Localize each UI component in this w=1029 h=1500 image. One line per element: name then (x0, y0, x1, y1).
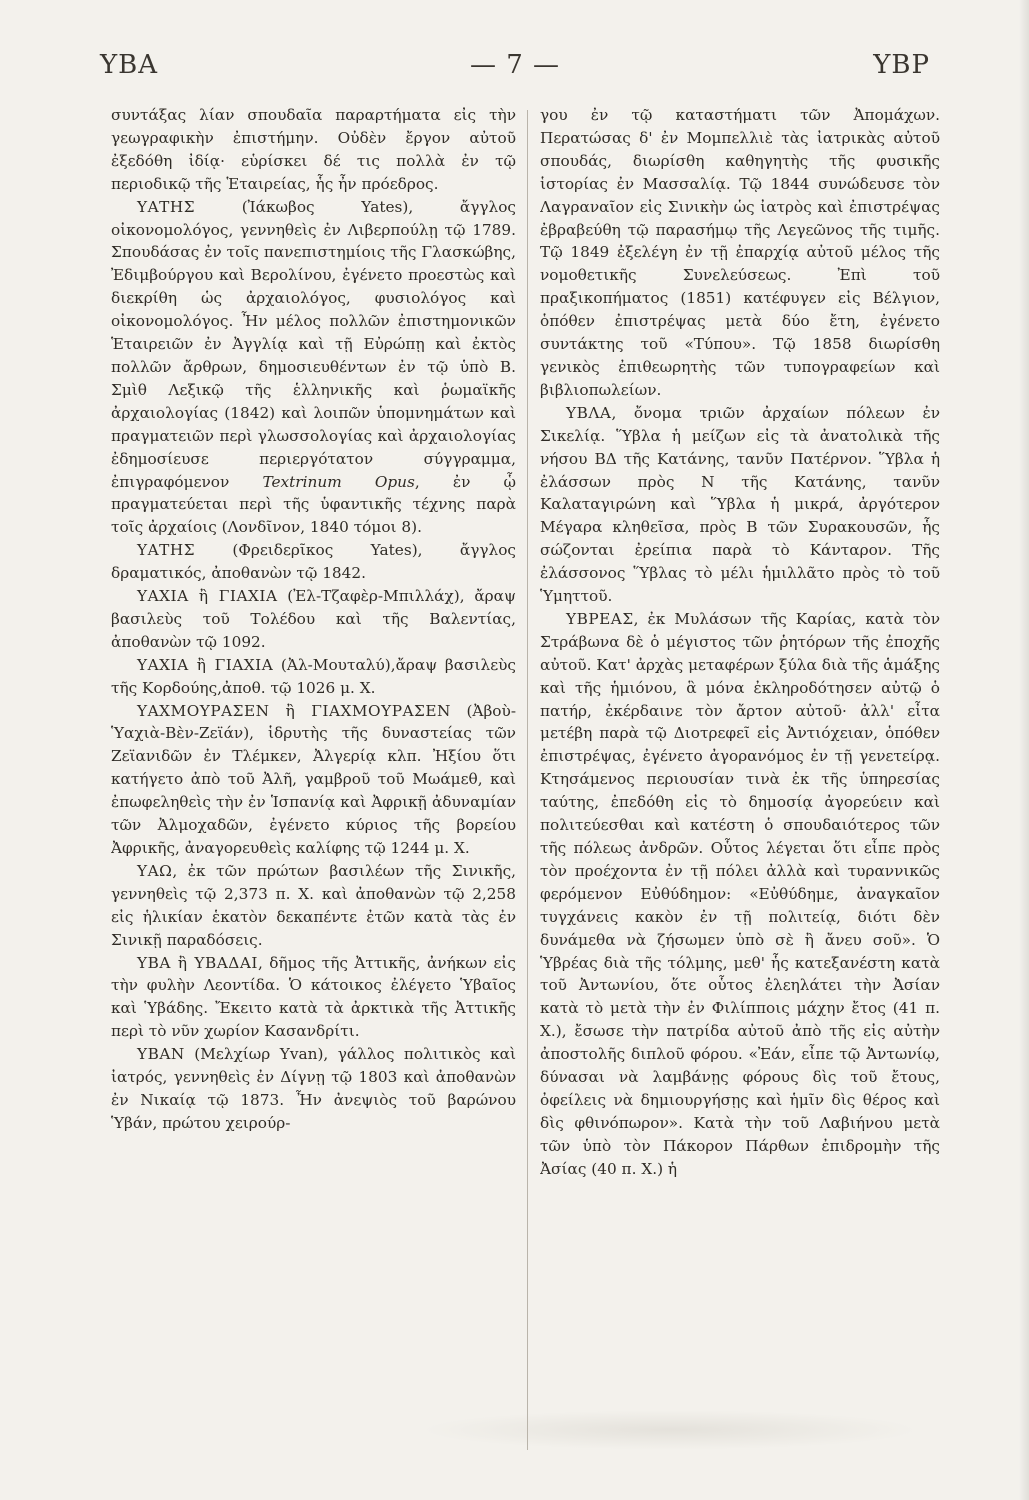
column-divider (527, 110, 528, 1450)
page-number: — 7 — (469, 50, 561, 80)
entry-headword: ΥΑΧΙΑ ἢ ΓΙΑΧΙΑ (137, 655, 274, 674)
entry-text: , ἐκ Μυλάσων τῆς Καρίας, κατὰ τὸν Στράβωνα δὲ ὁ μέγιστος τῶν ῥητόρων τῆς ἐποχῆς αὐτοῦ. Κατ' ἀρχὰς μεταφέρων ξύλα διὰ τῆς ἁμάξης καὶ τῆς ἡμιόνου, ἃ μόνα ἐκληροδότησεν αὐτῷ ὁ πατήρ, ἐκέρδαινε τὸν ἄρτον αὐτοῦ· ἀλλ' εἶτα μετέβη παρὰ τῷ Διοτρεφεῖ εἰς Ἀντιόχειαν, ὁπόθεν ἐπιστρέψας, ἐγένετο ἀγορανόμος ἐν τῇ γενετείρᾳ. Κτησάμενος περιουσίαν τινὰ ἐκ τῆς ὑπηρεσίας ταύτης, ἐπεδόθη εἰς τὸ δημοσίᾳ ἀγορεύειν καὶ πολιτεύεσθαι καὶ κατέστη ὁ σπουδαιότερος τῶν τῆς πόλεως ἀνδρῶν. Οὗτος λέγεται ὅτι εἶπε πρὸς τὸν προέχοντα ἐν τῇ πόλει ἀλλὰ καὶ τυραννικῶς φερόμενον Εὐθύδημον: «Εὐθύδημε, ἀναγκαῖον τυγχάνεις κακὸν ἐν τῇ πολιτείᾳ, διότι δὲν δυνάμεθα νὰ ζήσωμεν ὑπὸ σὲ ἢ ἄνευ σοῦ». Ὁ Ὑβρέας διὰ τῆς τόλμης, μεθ' ἧς κατεξανέστη κατὰ τοῦ Ἀντωνίου, ὅτε οὗτος ἐλεηλάτει τὴν Ἀσίαν κατὰ τὸ μετὰ τὴν ἐν Φιλίπποις μάχην ἔτος (41 π. Χ.), ἔσωσε τὴν πατρίδα αὐτοῦ ἀπὸ τῆς εἰς αὐτὴν ἀποστολῆς διπλοῦ φόρου. «Ἐάν, εἶπε τῷ Ἀντωνίῳ, δύνασαι νὰ λαμβάνῃς φόρους δὶς τοῦ ἔτους, ὀφείλεις νὰ δημιουργήσῃς καὶ ἡμῖν δὶς θέρος καὶ δὶς φθινόπωρον». Κατὰ τὴν τοῦ Λαβιήνου μετὰ τῶν ὑπὸ τὸν Πάκορον Πάρθων ἐπιδρομὴν τῆς Ἀσίας (40 π. Χ.) ἡ (540, 609, 940, 1178)
entry-headword: ΥΒΛΑ (566, 403, 612, 422)
header-left-guideword: ΥΒΑ (100, 50, 159, 80)
entry-text: συντάξας λίαν σπουδαῖα παραρτήματα εἰς τὴν γεωγραφικὴν ἐπιστήμην. Οὐδὲν ἔργον αὐτοῦ ἐξεδόθη ἰδίᾳ· εὑρίσκει δέ τις πολλὰ ἐν τῷ περιοδικῷ τῆς Ἑταιρείας, ἧς ἦν πρόεδρος. (111, 106, 516, 193)
entry-text: (Φρειδερῖκος Yates), ἄγγλος δραματικός, ἀποθανὼν τῷ 1842. (111, 541, 516, 583)
entry-text: (Ἰάκωβος Yates), ἄγγλος οἰκονομολόγος, γεννηθεὶς ἐν Λιβερπούλῃ τῷ 1789. Σπουδάσας ἐν τοῖς πανεπιστημίοις τῆς Γλασκώβης, Ἐδιμβούργου καὶ Βερολίνου, ἐγένετο προεστὼς καὶ διεκρίθη ὡς ἀρχαιολόγος, φυσιολόγος καὶ οἰκονομολόγος. Ἦν μέλος πολλῶν ἐπιστημονικῶν Ἑταιρειῶν ἐν Ἀγγλίᾳ καὶ τῇ Εὐρώπῃ καὶ ἐκτὸς πολλῶν ἄρθρων, δημοσιευθέντων ἐν τῷ ὑπὸ Β. Σμὶθ Λεξικῷ τῆς ἑλληνικῆς καὶ ῥωμαϊκῆς ἀρχαιολογίας (1842) καὶ λοιπῶν ὑπομνημάτων καὶ πραγματειῶν περὶ γλωσσολογίας καὶ ἀρχαιολογίας ἐδημοσίευσε περιεργότατον σύγγραμμα, ἐπιγραφόμενον (111, 197, 516, 491)
entry-headword: ΥΒΑΝ (137, 1045, 185, 1064)
entry-headword: ΥΒΑ ἢ ΥΒΑΔΑΙ (137, 953, 258, 972)
entry-headword: ΥΒΡΕΑΣ (566, 609, 634, 628)
dictionary-entry (111, 654, 516, 700)
entry-text: , ἐκ τῶν πρώτων βασιλέων τῆς Σινικῆς, γεννηθεὶς τῷ 2,373 π. Χ. καὶ ἀποθανὼν τῷ 2,258 εἰς ἡλικίαν ἑκατὸν δεκαπέντε ἐτῶν κατὰ τὰς ἐν Σινικῇ παραδόσεις. (111, 861, 516, 949)
dictionary-entry (540, 402, 940, 608)
entry-text: (Μελχίωρ Yvan), γάλλος πολιτικὸς καὶ ἰατρός, γεννηθεὶς ἐν Δίγνῃ τῷ 1803 καὶ ἀποθανὼν ἐν Νικαίᾳ τῷ 1873. Ἦν ἀνεψιὸς τοῦ βαρώνου Ὑβάν, πρώτου χειρούρ- (111, 1045, 516, 1132)
entry-headword: ΥΑΤΗΣ (137, 197, 196, 216)
entry-text: γου ἐν τῷ καταστήματι τῶν Ἀπομάχων. Περατώσας δ' ἐν Μομπελλιὲ τὰς ἰατρικὰς αὐτοῦ σπουδάς, διωρίσθη καθηγητὴς τῆς φυσικῆς ἱστορίας ἐν Μασσαλίᾳ. Τῷ 1844 συνώδευσε τὸν Λαγραναῖον εἰς Σινικὴν ὡς ἰατρὸς καὶ ἐπιστρέψας ἐβραβεύθη τῷ παρασήμῳ τῆς Λεγεῶνος τῆς τιμῆς. Τῷ 1849 ἐξελέγη ἐν τῇ ἐπαρχίᾳ αὐτοῦ μέλος τῆς νομοθετικῆς Συνελεύσεως. Ἐπὶ τοῦ πραξικοπήματος (1851) κατέφυγεν εἰς Βέλγιον, ὁπόθεν ἐπιστρέψας μετὰ δύο ἔτη, ἐγένετο συντάκτης τοῦ «Τύπου». Τῷ 1858 διωρίσθη γενικὸς ἐπιθεωρητὴς τῶν τυπογραφείων καὶ βιβλιοπωλείων. (540, 106, 940, 399)
entry-text: (Ἐλ-Τζαφὲρ-Μπιλλάχ), ἄραψ βασιλεὺς τοῦ Τολέδου καὶ τῆς Βαλεντίας, ἀποθανὼν τῷ 1092. (111, 587, 516, 651)
entry-headword: ΥΑΧΜΟΥΡΑΣΕΝ ἢ ΓΙΑΧΜΟΥΡΑΣΕΝ (137, 701, 451, 720)
dictionary-entry (111, 700, 516, 860)
entry-text: (Ἀλ-Μουταλύ),ἄραψ βασιλεὺς τῆς Κορδούης,ἀποθ. τῷ 1026 μ. Χ. (111, 655, 516, 697)
dictionary-entry (111, 952, 516, 1044)
entry-text-tail: , ἐν ᾧ πραγματεύεται περὶ τῆς ὑφαντικῆς τέχνης παρὰ τοῖς ἀρχαίοις (Λονδῖνον, 1840 τόμοι 8). (111, 472, 516, 537)
entry-text: , δῆμος τῆς Ἀττικῆς, ἀνήκων εἰς τὴν φυλὴν Λεοντίδα. Ὁ κάτοικος ἐλέγετο Ὑβαῖος καὶ Ὑβάδης. Ἔκειτο κατὰ τὰ ἀρκτικὰ τῆς Ἀττικῆς περὶ τὸ νῦν χωρίον Κασανδρίτι. (111, 953, 516, 1041)
continued-paragraph (540, 104, 940, 402)
dictionary-entry (111, 196, 516, 540)
italic-title: Textrinum Opus (262, 472, 415, 491)
right-column (540, 104, 940, 1474)
entry-headword: ΥΑΩ (137, 861, 173, 880)
entry-headword: ΥΑΤΗΣ (137, 541, 196, 560)
dictionary-entry (540, 608, 940, 1181)
header-right-guideword: ΥΒΡ (873, 50, 930, 80)
dictionary-entry (111, 860, 516, 952)
dictionary-entry (111, 585, 516, 654)
continued-paragraph (111, 104, 516, 196)
entry-text: (Ἀβοὺ-Ὑαχιὰ-Βὲν-Ζεϊάν), ἱδρυτὴς τῆς δυναστείας τῶν Ζεϊανιδῶν ἐν Τλέμκεν, Ἀλγερίᾳ κλπ. Ἠξίου ὅτι κατήγετο ἀπὸ τοῦ Ἀλῆ, γαμβροῦ τοῦ Μωάμεθ, καὶ ἐπωφεληθεὶς τὴν ἐν Ἱσπανίᾳ καὶ Ἀφρικῇ ἀδυναμίαν τῶν Ἀλμοχαδῶν, ἐγένετο κύριος τῆς βορείου Ἀφρικῆς, ἀναγορευθεὶς καλίφης τῷ 1244 μ. Χ. (111, 701, 516, 857)
entry-text: , ὄνομα τριῶν ἀρχαίων πόλεων ἐν Σικελίᾳ. Ὕβλα ἡ μείζων εἰς τὰ ἀνατολικὰ τῆς νήσου ΒΔ τῆς Κατάνης, τανῦν Πατέρνον. Ὕβλα ἡ ἐλάσσων πρὸς Ν τῆς Κατάνης, τανῦν Καλαταγιρώνη καὶ Ὕβλα ἡ μικρά, ἀργότερον Μέγαρα κληθεῖσα, πρὸς Β τῶν Συρακουσῶν, ἧς σώζονται ἐρείπια παρὰ τὸ Κάνταρον. Τῆς ἐλάσσονος Ὕβλας τὸ μέλι ἡμιλλᾶτο πρὸς τὸ τοῦ Ὑμηττοῦ. (540, 403, 940, 606)
entry-headword: ΥΑΧΙΑ ἢ ΓΙΑΧΙΑ (137, 587, 278, 606)
page-edge-shadow (1019, 0, 1029, 1500)
left-column (111, 104, 516, 1474)
dictionary-entry (111, 539, 516, 585)
dictionary-entry (111, 1043, 516, 1135)
running-header (100, 50, 930, 94)
